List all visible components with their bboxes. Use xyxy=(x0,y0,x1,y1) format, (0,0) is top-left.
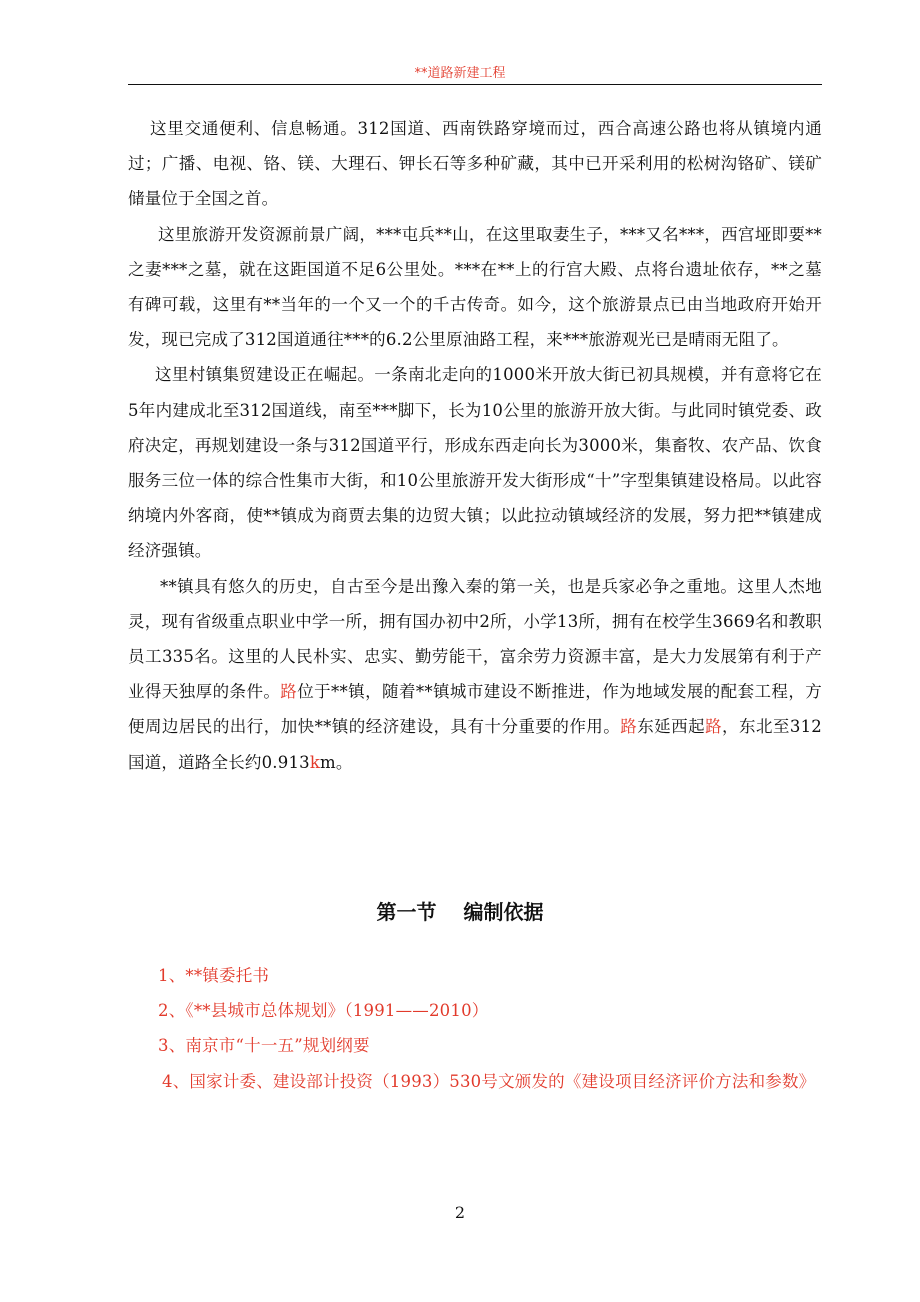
basis-item-2: 2、《**县城市总体规划》（1991——2010） xyxy=(158,1001,489,1021)
paragraph-4-text-e: 东延西起 xyxy=(637,717,706,737)
body-paragraph-3: 这里村镇集贸建设正在崛起。一条南北走向的1000米开放大街已初具规模，并有意将它在5年内建成北至312国道线，南至***脚下，长为10公里的旅游开放大街。与此同时镇党委、政府决定，再规划建设一条与312国道平行，形成东西走向长为3000米，集畜牧、农产品、饮食服务三位一体的综合性集市大街，和10公里旅游开发大街形成“十”字型集镇建设格局。以此容纳境内外客商，使**镇成为商贾去集的边贸大镇；以此拉动镇域经济的发展，努力把**镇建成经济强镇。 xyxy=(128,365,822,561)
paragraph-4-text-c: 位于**镇，随着**镇城市建设不断推进，作为地域发展的配套工程，方便周边居民的出行，加快**镇的经济建设，具有十分重要的作用。 xyxy=(128,682,822,737)
basis-list xyxy=(128,958,822,1099)
road-name-highlight-1: 路 xyxy=(280,682,298,702)
header-divider xyxy=(128,84,822,85)
road-name-highlight-2: 路 xyxy=(620,717,638,737)
unit-highlight: k xyxy=(309,752,321,772)
basis-item-1: 1、**镇委托书 xyxy=(158,966,270,985)
document-body xyxy=(128,111,822,780)
paragraph-4-text-g: ，东北至312国道，道路全长约0.913 xyxy=(128,717,822,772)
page-number: 2 xyxy=(454,1203,466,1222)
header-title: **道路新建工程 xyxy=(414,66,506,81)
basis-item-4: 4、国家计委、建设部计投资（1993）530号文颁发的《建设项目经济评价方法和参数》 xyxy=(162,1071,816,1091)
paragraph-4-text-i: m。 xyxy=(320,752,353,772)
basis-item-3: 3、南京市“十一五”规划纲要 xyxy=(158,1036,370,1056)
section-heading: 第一节 编制依据 xyxy=(376,900,544,924)
body-paragraph-2: 这里旅游开发资源前景广阔，***屯兵**山，在这里取妻生子，***又名***，西宫垭即要**之妻***之墓，就在这距国道不足6公里处。***在**上的行宫大殿、点将台遗址依存，**之墓有碑可载，这里有**当年的一个又一个的千古传奇。如今，这个旅游景点已由当地政府开始开发，现已完成了312国道通往***的6.2公里原油路工程，来***旅游观光已是晴雨无阻了。 xyxy=(128,224,822,350)
body-paragraph-1: 这里交通便利、信息畅通。312国道、西南铁路穿境而过，西合高速公路也将从镇境内通过；广播、电视、铬、镁、大理石、钾长石等多种矿藏，其中已开采利用的松树沟铬矿、镁矿储量位于全国之首。 xyxy=(128,119,822,209)
body-paragraph-4 xyxy=(128,569,822,780)
road-name-highlight-3: 路 xyxy=(705,717,723,737)
paragraph-4-text-a: **镇具有悠久的历史，自古至今是出豫入秦的第一关，也是兵家必争之重地。这里人杰地灵，现有省级重点职业中学一所，拥有国办初中2所，小学13所，拥有在校学生3669名和教职员工335名。这里的人民朴实、忠实、勤劳能干，富余劳力资源丰富，是大力发展第有利于产业得天独厚的条件。 xyxy=(128,576,822,702)
